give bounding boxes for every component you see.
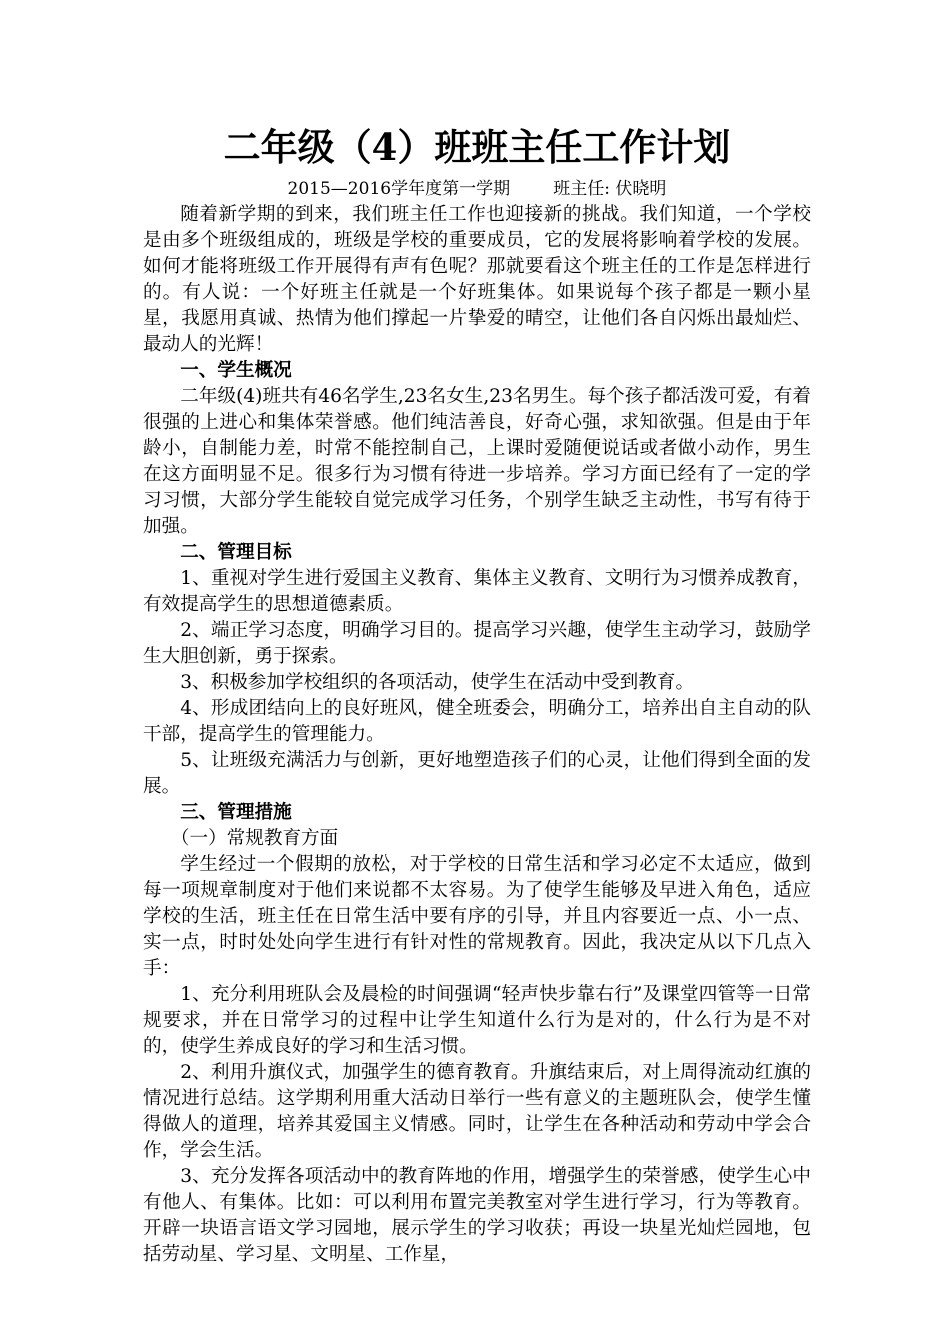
body-paragraph: 5、让班级充满活力与创新，更好地塑造孩子们的心灵，让他们得到全面的发展。 <box>143 750 811 797</box>
section-heading: 二、管理目标 <box>180 542 292 563</box>
body-paragraph: 二年级(4)班共有46名学生,23名女生,23名男生。每个孩子都活泼可爱，有着很强的上进心和集体荣誉感。他们纯洁善良，好奇心强，求知欲强。但是由于年龄小，自制能力差，时常不能控制自己，上课时爱随便说话或者做小动作，男生在这方面明显不足。很多行为习惯有待进一步培养。学习方面已经有了一定的学习习惯，大部分学生能较自觉完成学习任务，个别学生缺乏主动性，书写有待于加强。 <box>143 386 811 537</box>
body-paragraph: 3、积极参加学校组织的各项活动，使学生在活动中受到教育。 <box>180 672 695 693</box>
section-heading: 三、管理措施 <box>180 802 292 823</box>
body-paragraph: 2、端正学习态度，明确学习目的。提高学习兴趣，使学生主动学习，鼓励学生大胆创新，勇于探索。 <box>143 620 811 667</box>
body-paragraph: 学生经过一个假期的放松，对于学校的日常生活和学习必定不太适应，做到每一项规章制度对于他们来说都不太容易。为了使学生能够及早进入角色，适应学校的生活，班主任在日常生活中要有序的引导，并且内容要近一点、小一点、实一点，时时处处向学生进行有针对性的常规教育。因此，我决定从以下几点入手： <box>143 854 811 979</box>
document-title: 二年级（4）班班主任工作计划 <box>223 125 731 169</box>
body-paragraph: 随着新学期的到来，我们班主任工作也迎接新的挑战。我们知道，一个学校是由多个班级组成的，班级是学校的重要成员，它的发展将影响着学校的发展。如何才能将班级工作开展得有声有色呢？那就要看这个班主任的工作是怎样进行的。有人说：一个好班主任就是一个好班集体。如果说每个孩子都是一颗小星星，我愿用真诚、热情为他们撑起一片挚爱的晴空，让他们各自闪烁出最灿烂、最动人的光辉！ <box>143 204 811 355</box>
section-heading: 一、学生概况 <box>180 360 292 381</box>
document-page <box>143 118 811 1268</box>
body-paragraph: 2、利用升旗仪式，加强学生的德育教育。升旗结束后，对上周得流动红旗的情况进行总结。这学期利用重大活动日举行一些有意义的主题班队会，使学生懂得做人的道理，培养其爱国主义情感。同时，让学生在各种活动和劳动中学会合作，学会生活。 <box>143 1062 811 1161</box>
body-paragraph: 4、形成团结向上的良好班风，健全班委会，明确分工，培养出自主自动的队干部，提高学生的管理能力。 <box>143 698 811 745</box>
body-paragraph: 1、重视对学生进行爱国主义教育、集体主义教育、文明行为习惯养成教育，有效提高学生的思想道德素质。 <box>143 568 811 615</box>
body-paragraph: 3、充分发挥各项活动中的教育阵地的作用，增强学生的荣誉感，使学生心中有他人、有集体。比如：可以利用布置完美教室对学生进行学习，行为等教育。开辟一块语言语文学习园地，展示学生的学习收获；再设一块星光灿烂园地，包括劳动星、学习星、文明星、工作星， <box>143 1166 811 1265</box>
body-paragraph: 1、充分利用班队会及晨检的时间强调“轻声快步靠右行”及课堂四管等一日常规要求，并在日常学习的过程中让学生知道什么行为是对的，什么行为是不对的，使学生养成良好的学习和生活习惯。 <box>143 984 811 1057</box>
document-body <box>143 202 811 1268</box>
document-subtitle: 2015—2016学年度第一学期 班主任: 伏晓明 <box>287 179 667 199</box>
subsection-heading: （一）常规教育方面 <box>170 828 339 849</box>
